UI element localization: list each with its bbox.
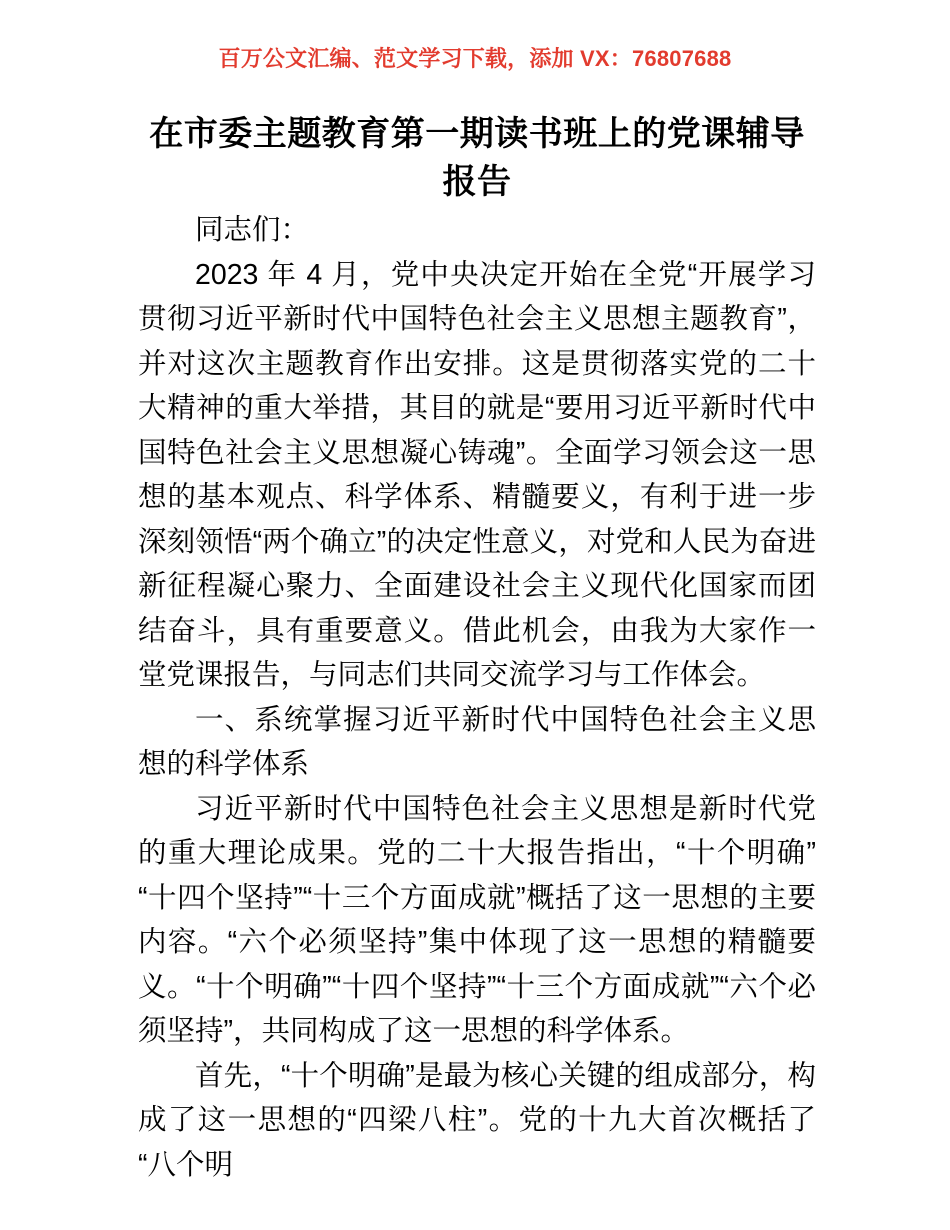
promo-banner [0, 44, 950, 74]
paragraph-opening: 2023 年 4 月，党中央决定开始在全党“开展学习贯彻习近平新时代中国特色社会主义思想主题教育”，并对这次主题教育作出安排。这是贯彻落实党的二十大精神的重大举措，其目的就是“要用习近平新时代中国特色社会主义思想凝心铸魂”。全面学习领会这一思想的基本观点、科学体系、精髓要义，有利于进一步深刻领悟“两个确立”的决定性意义，对党和人民为奋进新征程凝心聚力、全面建设社会主义现代化国家而团结奋斗，具有重要意义。借此机会，由我为大家作一堂党课报告，与同志们共同交流学习与工作体会。 [138, 258, 816, 691]
document-body [138, 208, 816, 1187]
page-title: 在市委主题教育第一期读书班上的党课辅导报告 [149, 115, 805, 201]
section-heading-one: 一、系统掌握习近平新时代中国特色社会主义思想的科学体系 [138, 703, 816, 780]
paragraph-scientific-system: 习近平新时代中国特色社会主义思想是新时代党的重大理论成果。党的二十大报告指出，“十个明确”“十四个坚持”“十三个方面成就”概括了这一思想的主要内容。“六个必须坚持”集中体现了这一思想的精髓要义。“十个明确”“十四个坚持”“十三个方面成就”“六个必须坚持”，共同构成了这一思想的科学体系。 [138, 792, 816, 1047]
salutation: 同志们： [195, 214, 310, 246]
paragraph-ten-clarities: 首先，“十个明确”是最为核心关键的组成部分，构成了这一思想的“四梁八柱”。党的十九大首次概括了“八个明 [138, 1059, 816, 1181]
promo-banner-text: 百万公文汇编、范文学习下载，添加 VX：76807688 [218, 46, 732, 71]
